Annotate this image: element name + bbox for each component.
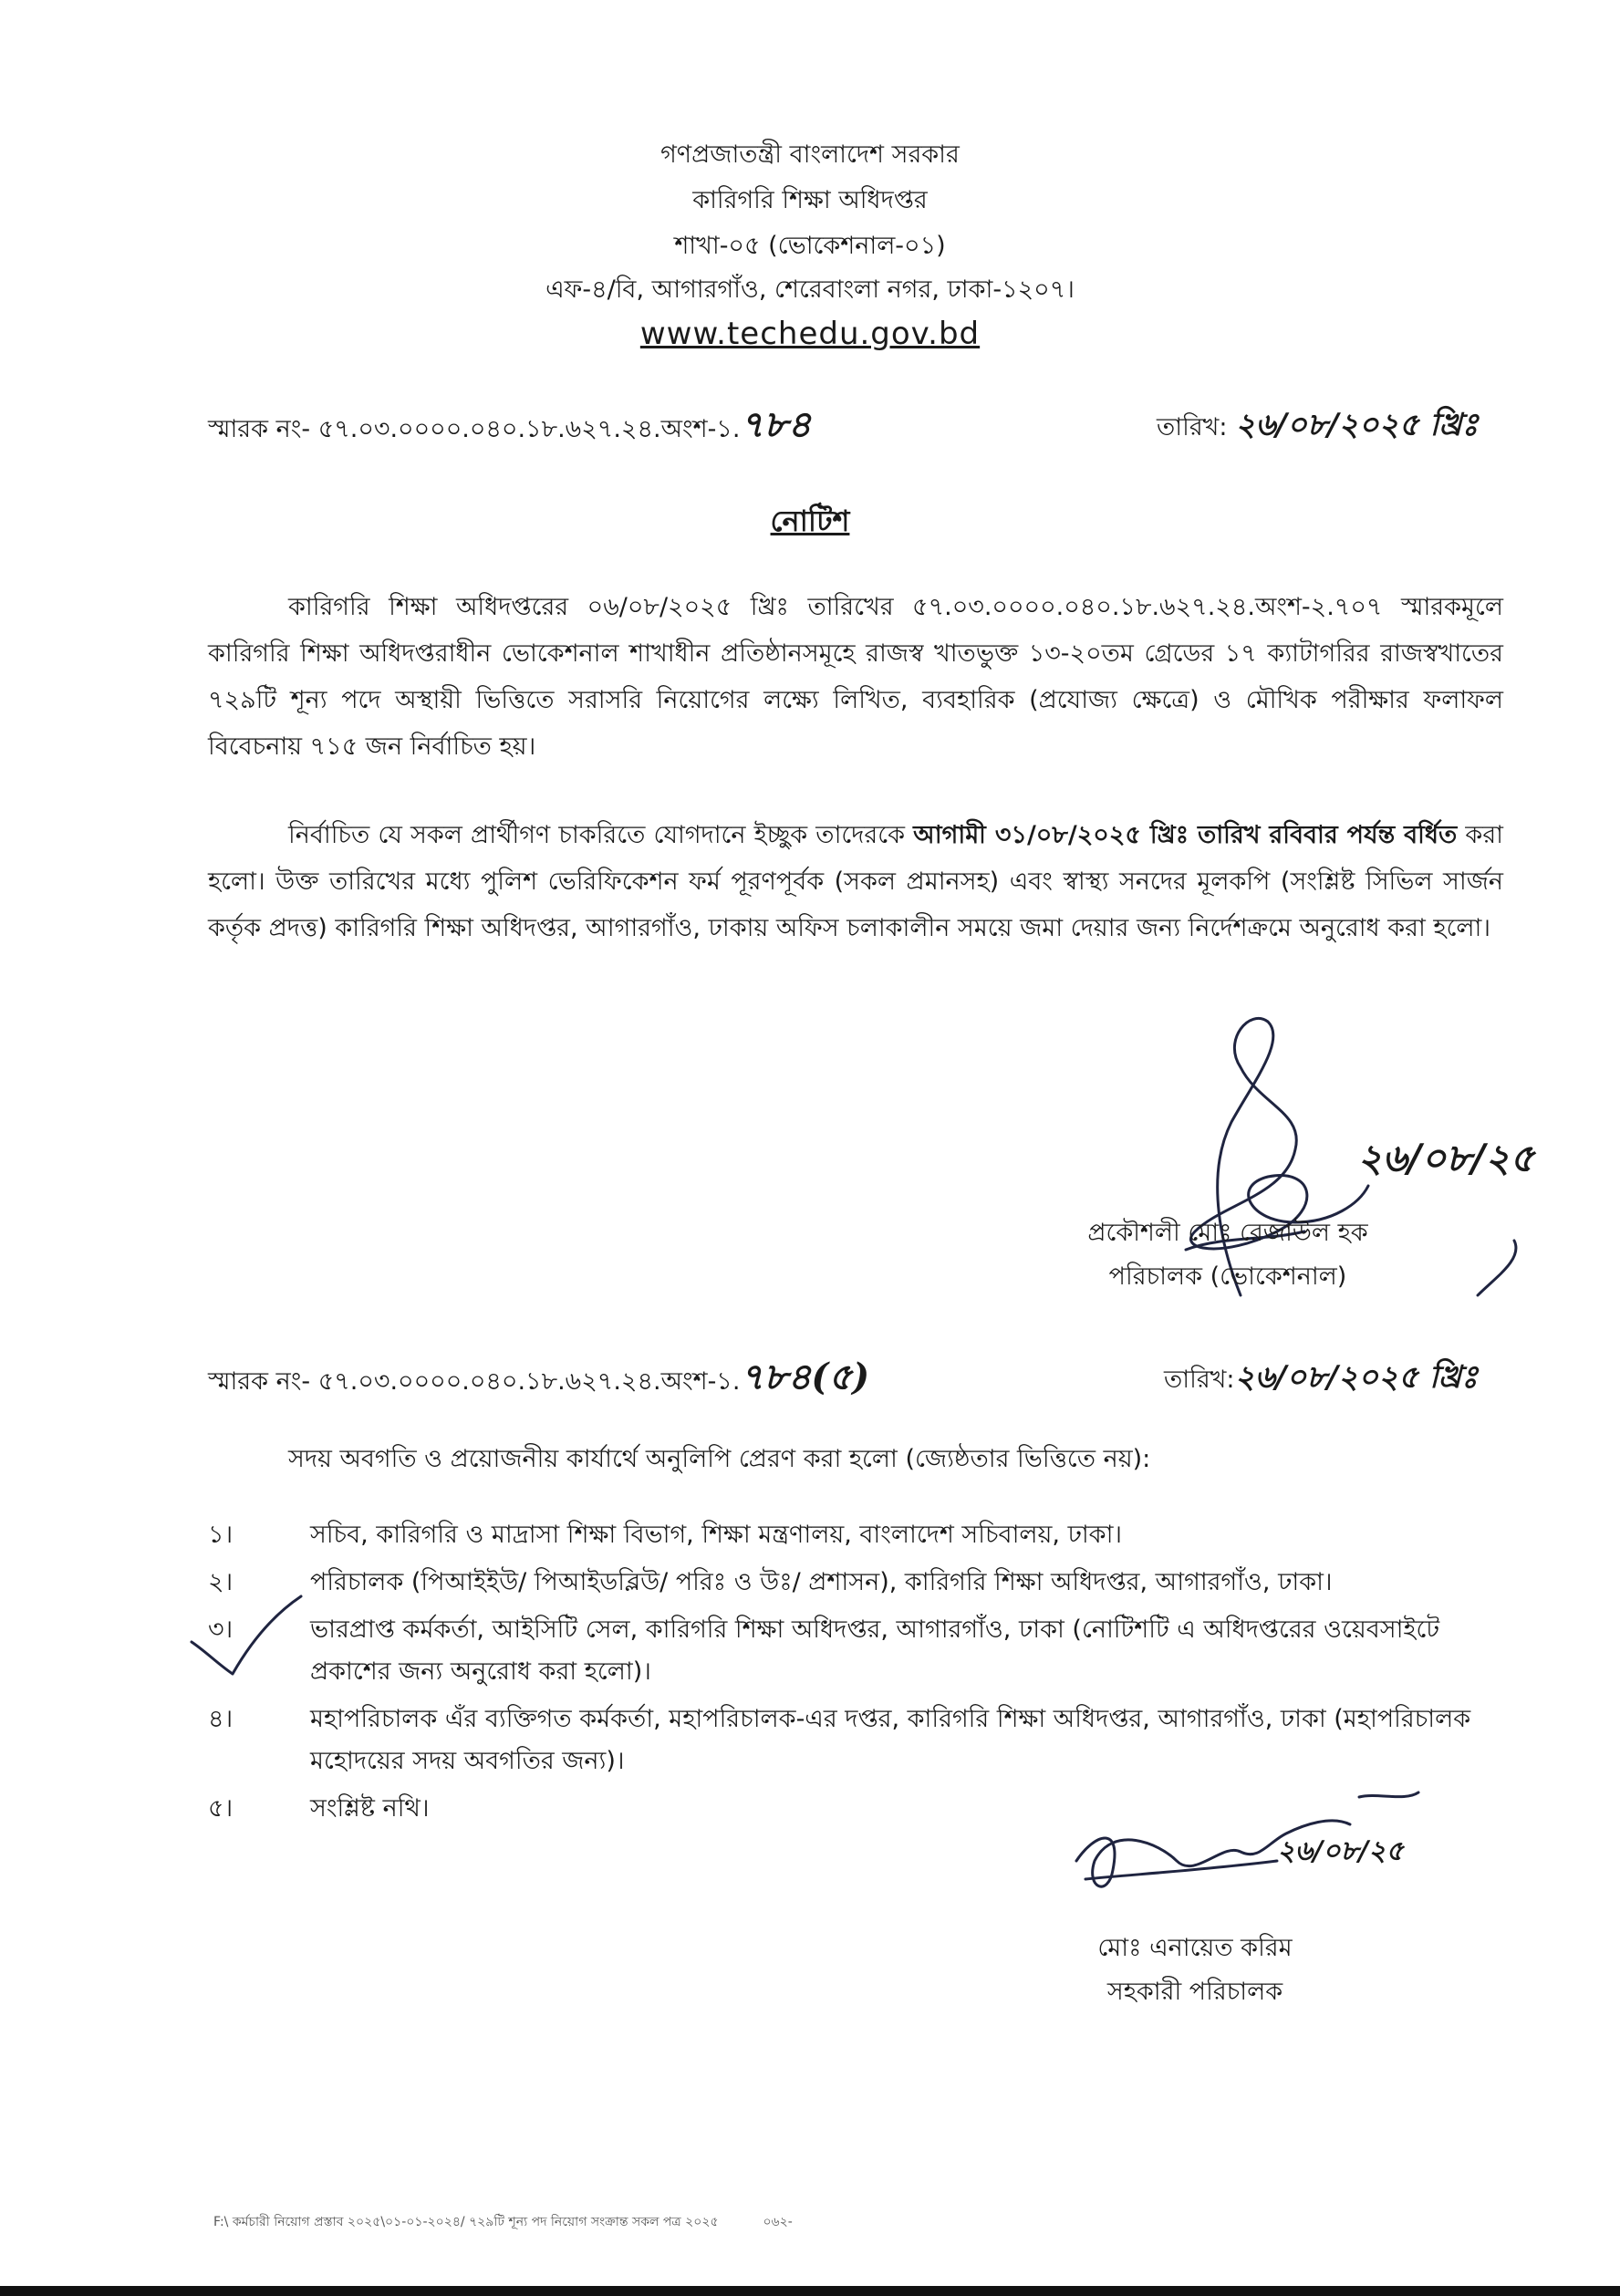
notice-para2-text-a: নির্বাচিত যে সকল প্রার্থীগণ চাকরিতে যোগদানে ইচ্ছুক তাদেরকে: [288, 821, 914, 849]
assistant-director-designation: সহকারী পরিচালক: [1106, 1978, 1283, 2006]
assistant-director-signature-date: ২৬/০৮/২৫: [1277, 1835, 1404, 1867]
copy-list-item: [208, 1514, 1503, 1556]
department-title: কারিগরি শিক্ষা অধিদপ্তর: [692, 186, 928, 214]
government-title: গণপ্রজাতন্ত্রী বাংলাদেশ সরকার: [660, 140, 960, 169]
copy-item-number: ১।: [208, 1521, 234, 1549]
copy-list-item: [208, 1699, 1503, 1782]
copy-item-number: ২।: [208, 1568, 234, 1596]
copy-list-item: [208, 1609, 1503, 1693]
notice-title: নোটিশ: [770, 504, 850, 538]
copy-item-text: সংশ্লিষ্ট নথি।: [310, 1794, 430, 1823]
memo1-date: [1157, 407, 1479, 446]
memo2-date-value: ২৬/০৮/২০২৫ খ্রিঃ: [1234, 1359, 1479, 1396]
memo2-ref-number: ৭৮৪(৫): [740, 1356, 870, 1398]
memo1-ref-prefix: স্মারক নং- ৫৭.০৩.০০০০.০৪০.১৮.৬২৭.২৪.অংশ-১.: [208, 415, 741, 443]
copy-item-text: পরিচালক (পিআইইউ/ পিআইডব্লিউ/ পরিঃ ও উঃ/ প্রশাসন), কারিগরি শিক্ষা অধিদপ্তর, আগারগাঁও, ঢাকা।: [310, 1568, 1333, 1596]
copy-item-text: সচিব, কারিগরি ও মাদ্রাসা শিক্ষা বিভাগ, শিক্ষা মন্ত্রণালয়, বাংলাদেশ সচিবালয়, ঢাকা।: [310, 1521, 1123, 1549]
memo1-ref-number: ৭৮৪: [740, 403, 812, 446]
memo2-date: [1164, 1359, 1478, 1398]
page-reference: ০৬২-: [763, 2215, 793, 2229]
director-name: প্রকৌশলী মোঃ রেজাউল হক: [1087, 1219, 1368, 1247]
notice-para1-text: কারিগরি শিক্ষা অধিদপ্তরের ০৬/০৮/২০২৫ খ্রিঃ তারিখের ৫৭.০৩.০০০০.০৪০.১৮.৬২৭.২৪.অংশ-২.৭০৭ স্মারকমূলে কারিগরি শিক্ষা অধিদপ্তরাধীন ভোকেশনাল শাখাধীন প্রতিষ্ঠানসমূহে রাজস্ব খাতভুক্ত ১৩-২০তম গ্রেডের ১৭ ক্যাটাগরির রাজস্বখাতের ৭২৯টি শূন্য পদে অস্থায়ী ভিত্তিতে সরাসরি নিয়োগের লক্ষ্যে লিখিত, ব্যবহারিক (প্রযোজ্য ক্ষেত্রে) ও মৌখিক পরীক্ষার ফলাফল বিবেচনায় ৭১৫ জন নির্বাচিত হয়।: [208, 593, 1503, 761]
website-link[interactable]: www.techedu.gov.bd: [639, 316, 981, 352]
office-address: এফ-৪/বি, আগারগাঁও, শেরেবাংলা নগর, ঢাকা-১২০৭।: [545, 275, 1075, 304]
checkmark-icon: [182, 1587, 310, 1688]
file-path: F:\ কর্মচারী নিয়োগ প্রস্তাব ২০২৫\০১-০১-২০২৪/ ৭২৯টি শূন্য পদ নিয়োগ সংক্রান্ত সকল পত্র ২০২৫: [213, 2215, 719, 2229]
memo1-reference: [208, 403, 812, 448]
assistant-director-name: মোঃ এনায়েত করিম: [1097, 1934, 1293, 1962]
memo2-date-label: তারিখ:: [1164, 1366, 1235, 1394]
branch-title: শাখা-০৫ (ভোকেশনাল-০১): [674, 232, 946, 260]
director-designation: পরিচালক (ভোকেশনাল): [1108, 1262, 1347, 1291]
copy-intro: সদয় অবগতি ও প্রয়োজনীয় কার্যার্থে অনুলিপি প্রেরণ করা হলো (জ্যেষ্ঠতার ভিত্তিতে নয়):: [288, 1445, 1151, 1473]
notice-paragraph-2: [208, 812, 1503, 951]
memo1-date-label: তারিখ:: [1157, 413, 1228, 442]
copy-item-text: মহাপরিচালক এঁর ব্যক্তিগত কর্মকর্তা, মহাপরিচালক-এর দপ্তর, কারিগরি শিক্ষা অধিদপ্তর, আগারগাঁও, ঢাকা (মহাপরিচালক মহোদয়ের সদয় অবগতির জন্য)।: [310, 1705, 1471, 1775]
copy-item-number: ৫।: [208, 1794, 234, 1823]
copy-item-number: ৩।: [208, 1616, 234, 1644]
memo1-date-value: ২৬/০৮/২০২৫ খ্রিঃ: [1235, 407, 1479, 443]
notice-para2-text-b: করা হলো। উক্ত তারিখের মধ্যে পুলিশ ভেরিফিকেশন ফর্ম পূরণপূর্বক (সকল প্রমানসহ) এবং স্বাস্থ্য সনদের মূলকপি (সংশ্লিষ্ট সিভিল সার্জন কর্তৃক প্রদত্ত) কারিগরি শিক্ষা অধিদপ্তর, আগারগাঁও, ঢাকায় অফিস চলাকালীন সময়ে জমা দেয়ার জন্য নির্দেশক্রমে অনুরোধ করা হলো।: [208, 821, 1503, 942]
copy-list-item: [208, 1562, 1503, 1604]
memo2-reference: [208, 1356, 870, 1400]
memo2-ref-prefix: স্মারক নং- ৫৭.০৩.০০০০.০৪০.১৮.৬২৭.২৪.অংশ-১.: [208, 1367, 741, 1396]
copy-item-text: ভারপ্রাপ্ত কর্মকর্তা, আইসিটি সেল, কারিগরি শিক্ষা অধিদপ্তর, আগারগাঁও, ঢাকা (নোটিশটি এ অধিদপ্তরের ওয়েবসাইটে প্রকাশের জন্য অনুরোধ করা হলো)।: [310, 1616, 1440, 1686]
notice-paragraph-1: [208, 584, 1503, 770]
copy-item-number: ৪।: [208, 1705, 234, 1733]
notice-para2-deadline: আগামী ৩১/০৮/২০২৫ খ্রিঃ তারিখ রবিবার পর্যন্ত বর্ধিত: [913, 821, 1458, 849]
scan-bottom-edge: [0, 2286, 1620, 2296]
director-signature-date: ২৬/০৮/২৫: [1357, 1136, 1535, 1180]
file-path-footer: [213, 2211, 793, 2233]
